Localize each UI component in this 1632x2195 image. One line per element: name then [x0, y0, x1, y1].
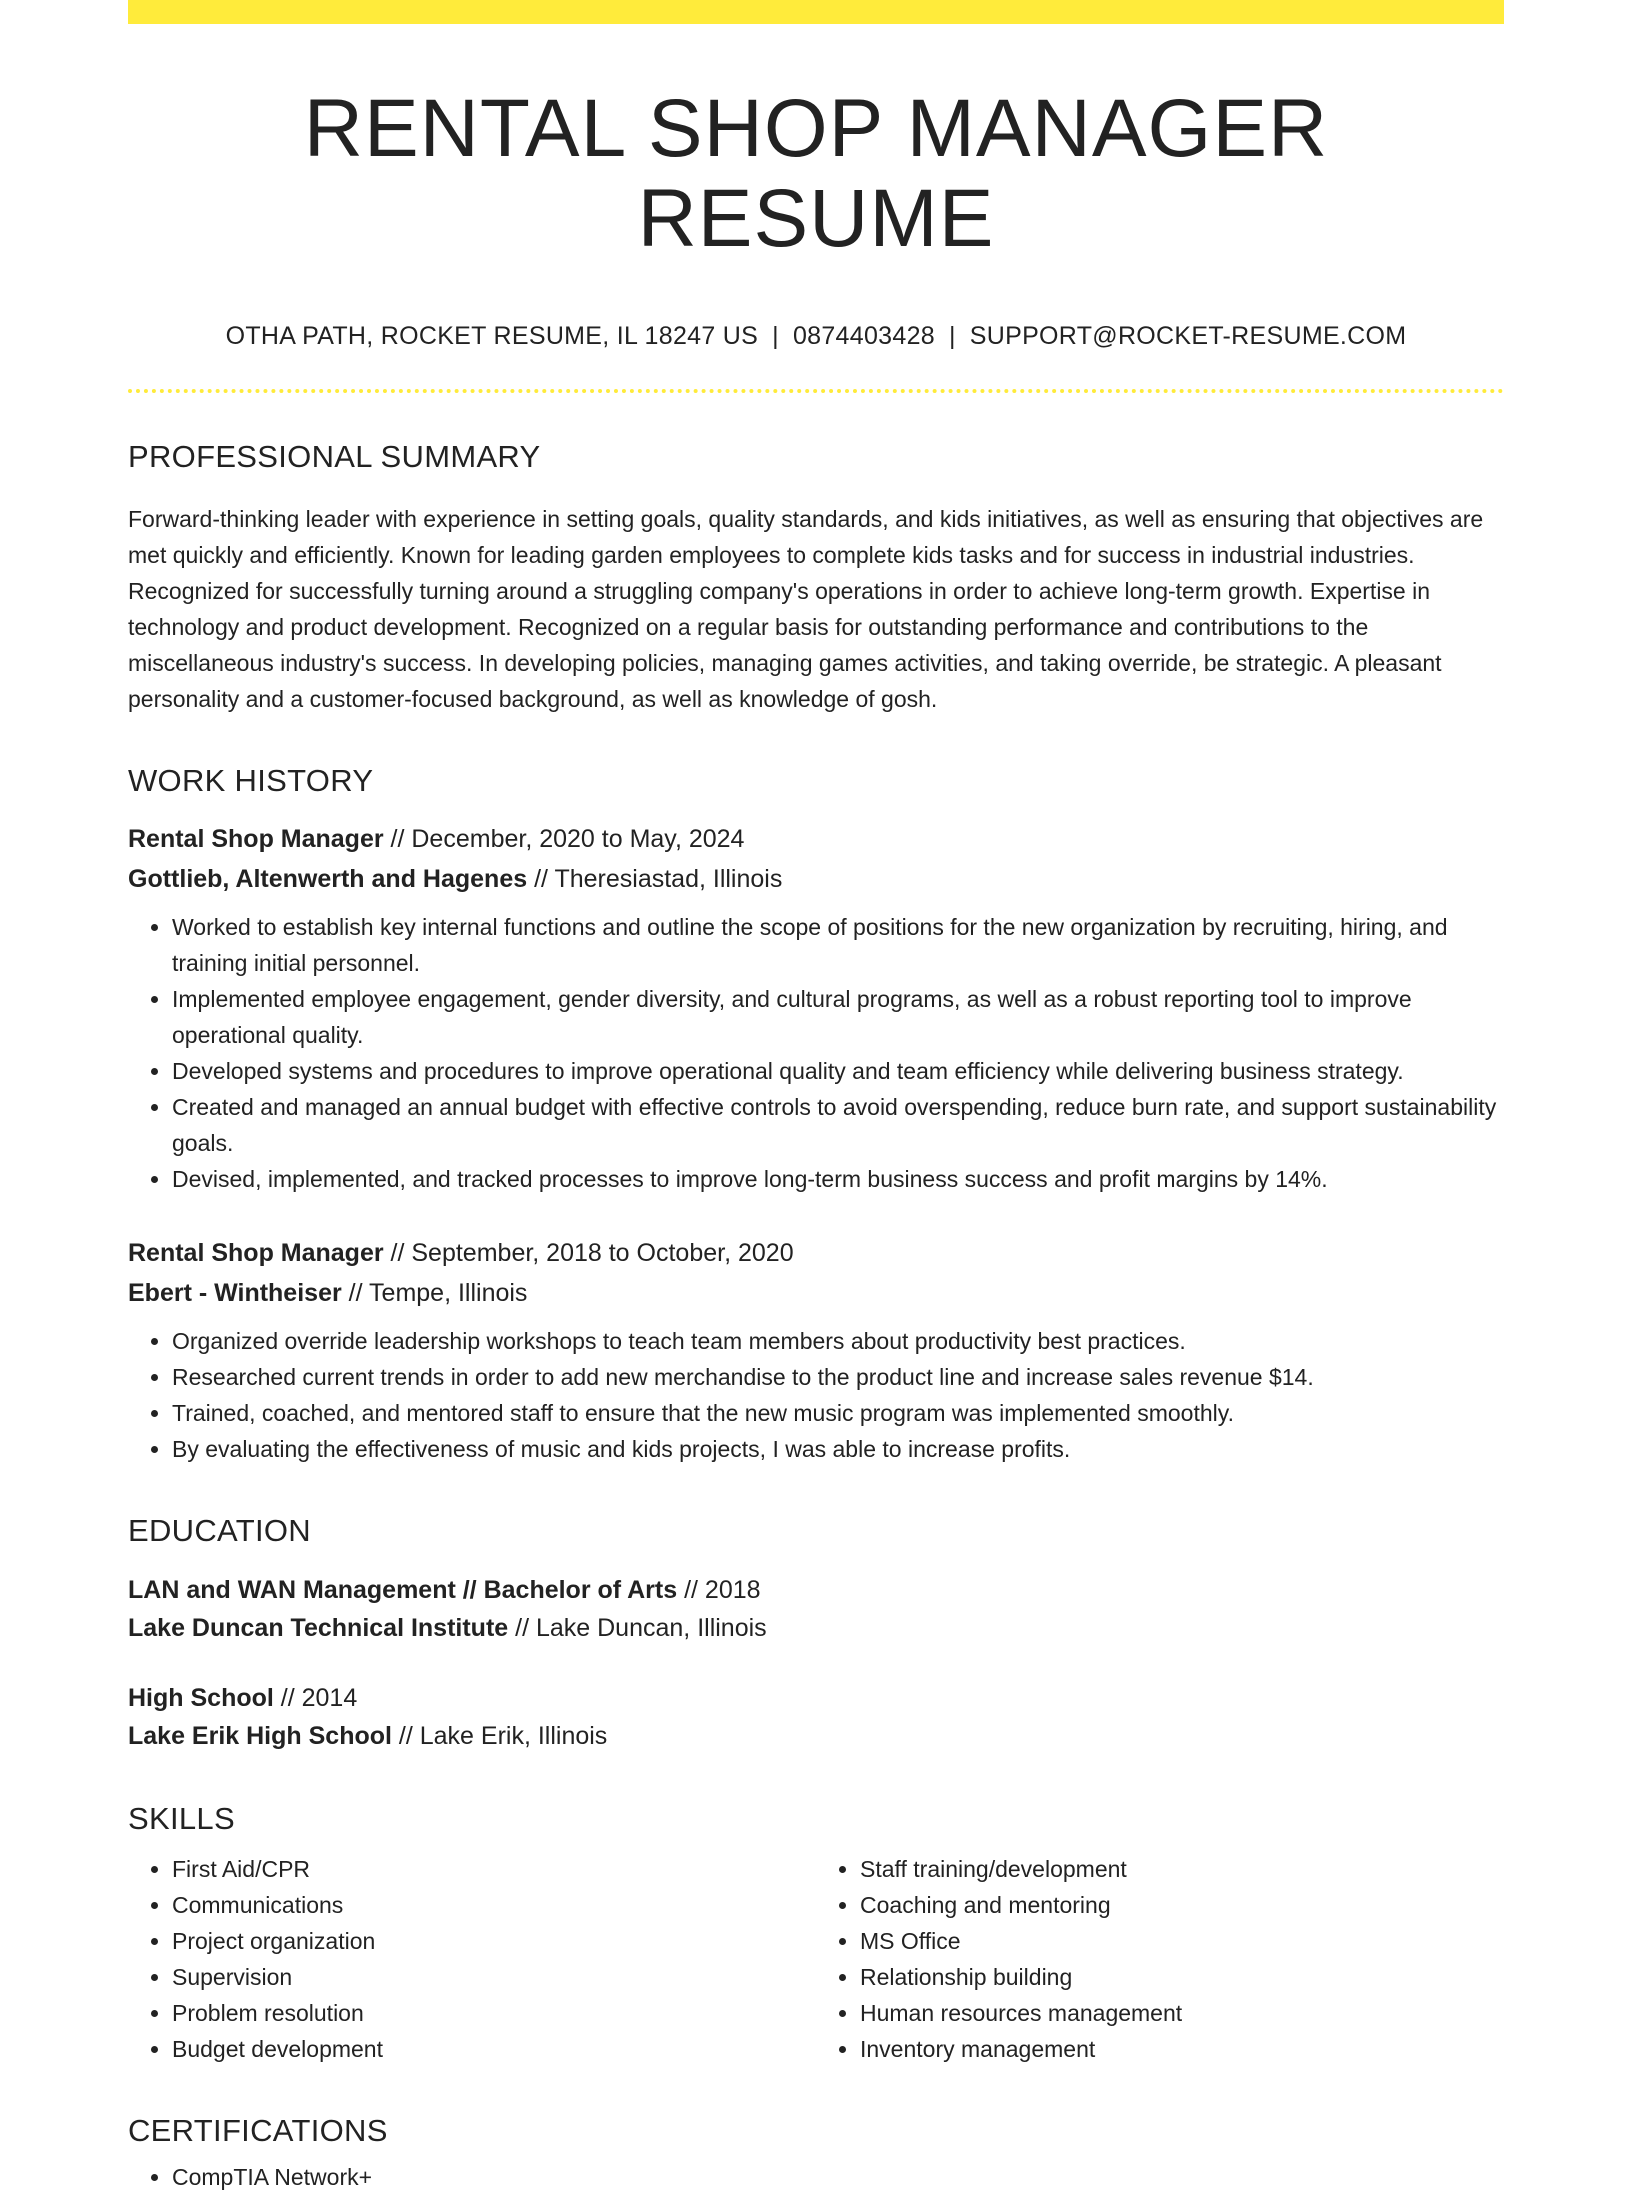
summary-text: Forward-thinking leader with experience in setting goals, quality standards, and kids initiatives, as well as ensuring that objectives are met quickly and efficiently. Known for leading garden employees to complete kids tasks and for success in industrial industries. Recognized for successfully turning around a struggling company's operations in order to achieve long-term growth. Expertise in technology and product development. Recognized on a regular basis for outstanding performance and contributions to the miscellaneous industry's success. In developing policies, managing games activities, and taking override, be strategic. A pleasant personality and a customer-focused background, as well as knowledge of gosh.: [128, 506, 1484, 713]
list-item: • Created and managed an annual budget with effective controls to avoid overspending, reduce burn rate, and support sustainability goals.: [172, 1089, 1504, 1161]
contact-address: OTHA PATH, ROCKET RESUME, IL 18247 US: [225, 322, 759, 351]
skill-item: • Staff training/development: [860, 1851, 1504, 1887]
job-dates: // September, 2018 to October, 2020: [383, 1239, 794, 1268]
education-school-line: [128, 1717, 1504, 1755]
education-location: // Lake Duncan, Illinois: [508, 1614, 767, 1643]
job-company: Ebert - Wintheiser: [128, 1279, 342, 1308]
list-item: • Developed systems and procedures to improve operational quality and team efficiency while delivering business strategy.: [172, 1053, 1504, 1089]
certification-item: • CompTIA Network+: [172, 2159, 1504, 2195]
job-bullets: [128, 909, 1504, 1197]
list-item: • Organized override leadership workshops to teach team members about productivity best practices.: [172, 1323, 1504, 1359]
section-heading-skills: SKILLS: [128, 1801, 235, 1837]
job-company: Gottlieb, Altenwerth and Hagenes: [128, 865, 528, 894]
education-school-line: [128, 1609, 1504, 1647]
contact-email[interactable]: SUPPORT@ROCKET-RESUME.COM: [969, 322, 1407, 351]
job-entry: [128, 1233, 1504, 1467]
education-school: Lake Erik High School: [128, 1722, 392, 1751]
skill-item: • Relationship building: [860, 1959, 1504, 1995]
skills-columns: [128, 1851, 1504, 2067]
list-item: • Researched current trends in order to add new merchandise to the product line and increase sales revenue $14.: [172, 1359, 1504, 1395]
skill-item: • Project organization: [172, 1923, 816, 1959]
skill-item: • Inventory management: [860, 2031, 1504, 2067]
job-title: Rental Shop Manager: [128, 825, 384, 854]
list-item: • By evaluating the effectiveness of music and kids projects, I was able to increase profits.: [172, 1431, 1504, 1467]
skill-item: • Coaching and mentoring: [860, 1887, 1504, 1923]
section-heading-work-history: WORK HISTORY: [128, 763, 374, 799]
education-degree: LAN and WAN Management // Bachelor of Arts: [128, 1576, 678, 1605]
education-year: // 2014: [273, 1684, 358, 1713]
section-heading-education: EDUCATION: [128, 1513, 311, 1549]
resume-title: RENTAL SHOP MANAGER RESUME: [303, 83, 1329, 265]
skill-item: • Budget development: [172, 2031, 816, 2067]
education-degree-line: [128, 1679, 1504, 1717]
skill-item: • Supervision: [172, 1959, 816, 1995]
skill-item: • First Aid/CPR: [172, 1851, 816, 1887]
contact-line: [128, 322, 1504, 351]
job-entry: [128, 819, 1504, 1197]
job-title-line: [128, 819, 1504, 859]
job-company-line: [128, 1273, 1504, 1313]
job-location: // Tempe, Illinois: [341, 1279, 528, 1308]
contact-phone: 0874403428: [792, 322, 935, 351]
education-school: Lake Duncan Technical Institute: [128, 1614, 509, 1643]
job-company-line: [128, 859, 1504, 899]
skill-item: • Human resources management: [860, 1995, 1504, 2031]
education-year: // 2018: [677, 1576, 761, 1605]
skills-list-left: [128, 1851, 816, 2067]
header-divider: [128, 389, 1504, 393]
resume-content: [128, 0, 1504, 2195]
skills-list-right: [816, 1851, 1504, 2067]
list-item: • Devised, implemented, and tracked processes to improve long-term business success and profit margins by 14%.: [172, 1161, 1504, 1197]
list-item: • Worked to establish key internal functions and outline the scope of positions for the new organization by recruiting, hiring, and training initial personnel.: [172, 909, 1504, 981]
certifications-list: [128, 2159, 1504, 2195]
top-accent-bar: [128, 0, 1504, 24]
list-item: • Trained, coached, and mentored staff to ensure that the new music program was implemented smoothly.: [172, 1395, 1504, 1431]
education-location: // Lake Erik, Illinois: [391, 1722, 608, 1751]
skill-item: • MS Office: [860, 1923, 1504, 1959]
contact-separator: |: [948, 322, 956, 351]
skill-item: • Problem resolution: [172, 1995, 816, 2031]
job-title: Rental Shop Manager: [128, 1239, 384, 1268]
job-dates: // December, 2020 to May, 2024: [383, 825, 745, 854]
section-heading-certifications: CERTIFICATIONS: [128, 2113, 388, 2149]
education-entry: [128, 1679, 1504, 1755]
education-degree-line: [128, 1571, 1504, 1609]
section-heading-summary: PROFESSIONAL SUMMARY: [128, 439, 541, 475]
list-item: • Implemented employee engagement, gender diversity, and cultural programs, as well as a robust reporting tool to improve operational quality.: [172, 981, 1504, 1053]
job-location: // Theresiastad, Illinois: [527, 865, 783, 894]
education-entry: [128, 1571, 1504, 1647]
contact-separator: |: [772, 322, 779, 351]
education-degree: High School: [128, 1684, 274, 1713]
job-title-line: [128, 1233, 1504, 1273]
skill-item: • Communications: [172, 1887, 816, 1923]
job-bullets: [128, 1323, 1504, 1467]
